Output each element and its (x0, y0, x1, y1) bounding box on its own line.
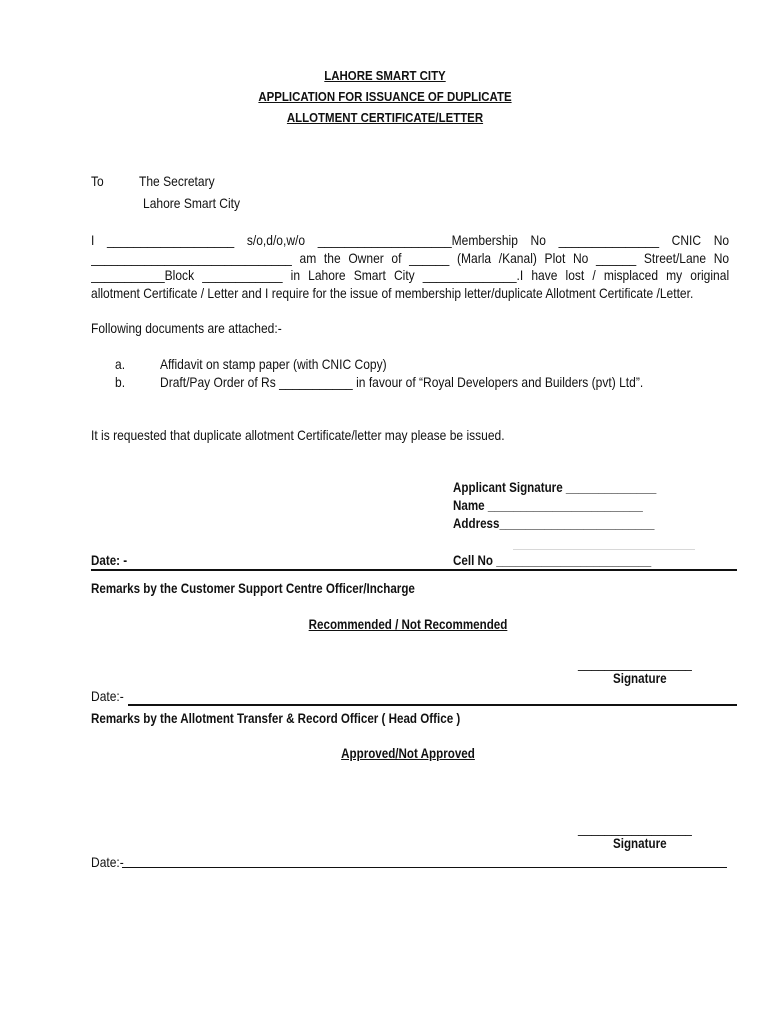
header-title-line2: ALLOTMENT CERTIFICATE/LETTER (286, 110, 484, 125)
header-title-line1: APPLICATION FOR ISSUANCE OF DUPLICATE (258, 89, 512, 104)
document-item-b-text: Draft/Pay Order of Rs ___________ in favour of “Royal Developers and Builders (pvt) Ltd”. (160, 374, 644, 390)
transfer-office-date: Date:- (91, 854, 124, 870)
section-divider-1 (91, 569, 737, 571)
application-line-4: allotment Certificate / Letter and I require for the issue of membership letter/duplicate Allotment Certificate /Letter. (91, 285, 694, 301)
document-item-a-marker: a. (115, 356, 126, 372)
transfer-office-signature-label: Signature (613, 836, 667, 851)
documents-intro: Following documents are attached:- (91, 320, 282, 336)
application-line-1: I ___________________ s/o,d/o,w/o ____________________Membership No _______________ CNIC No (91, 232, 730, 248)
section-divider-3 (122, 867, 727, 868)
customer-support-signature-line: _________________ (578, 655, 692, 671)
address-continuation-line (513, 549, 695, 550)
customer-support-heading: Remarks by the Customer Support Centre Officer/Incharge (91, 581, 415, 596)
applicant-name-field: Name ________________________ (453, 498, 643, 513)
transfer-office-decision: Approved/Not Approved (341, 746, 475, 761)
transfer-office-signature-line: _________________ (578, 820, 692, 836)
to-label: To (91, 173, 104, 189)
application-line-3: ___________Block ____________ in Lahore Smart City ______________.I have lost / misplaced my original (91, 267, 730, 283)
customer-support-date: Date:- (91, 688, 124, 704)
recipient-title: The Secretary (139, 173, 215, 189)
applicant-address-field: Address________________________ (453, 516, 655, 531)
document-item-a-text: Affidavit on stamp paper (with CNIC Copy) (160, 356, 387, 372)
applicant-cell-field: Cell No ________________________ (453, 553, 652, 568)
request-text: It is requested that duplicate allotment Certificate/letter may please be issued. (91, 427, 505, 443)
transfer-office-heading: Remarks by the Allotment Transfer & Record Officer ( Head Office ) (91, 711, 461, 726)
section-divider-2 (128, 704, 737, 706)
customer-support-decision: Recommended / Not Recommended (308, 617, 508, 632)
applicant-date-field: Date: - (91, 553, 128, 568)
application-line-2: ______________________________ am the Owner of ______ (Marla /Kanal) Plot No ______ Street/Lane No (91, 250, 730, 266)
document-item-b-marker: b. (115, 374, 126, 390)
applicant-signature-field: Applicant Signature ______________ (453, 480, 657, 495)
recipient-org: Lahore Smart City (143, 195, 241, 211)
header-org: LAHORE SMART CITY (324, 68, 446, 83)
customer-support-signature-label: Signature (613, 671, 667, 686)
